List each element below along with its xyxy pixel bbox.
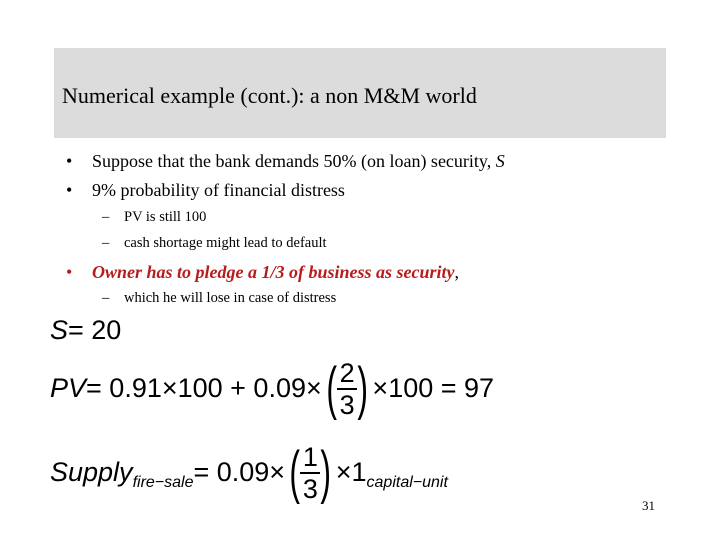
bullet-variable: S xyxy=(495,151,505,171)
right-paren: ) xyxy=(357,355,369,421)
bullet-pledge xyxy=(66,261,459,283)
equation-supply xyxy=(50,439,448,505)
eq-s-var: S xyxy=(50,315,69,345)
page-number: 31 xyxy=(642,498,655,513)
eq-s-rest: = 20 xyxy=(68,315,122,345)
left-paren: ( xyxy=(326,355,337,421)
equation-s xyxy=(50,315,121,346)
eq-pv-mid: = 0.91×100 + 0.09× xyxy=(86,373,322,404)
left-paren: ( xyxy=(289,439,301,505)
frac-numerator: 1 xyxy=(302,442,318,472)
bullet-trail: , xyxy=(454,262,460,282)
sub-bullet-marker: – xyxy=(102,235,110,251)
eq-pv-rhs: ×100 = 97 xyxy=(372,373,495,404)
bullet-text-emphasis: Owner has to pledge a 1/3 of business as security xyxy=(92,262,455,282)
eq-supply-lhs-sub: fire−sale xyxy=(132,473,194,491)
bullet-marker: • xyxy=(66,262,73,282)
frac-numerator: 2 xyxy=(339,358,355,388)
sub-bullet-pv xyxy=(102,208,206,226)
eq-pv-lhs: PV xyxy=(50,373,87,404)
sub-bullet-text: PV is still 100 xyxy=(124,209,207,225)
sub-bullet-lose xyxy=(102,289,336,307)
fraction-two-thirds xyxy=(337,358,357,420)
bullet-text: 9% probability of financial distress xyxy=(92,180,345,200)
bullet-security xyxy=(66,150,505,172)
slide-title: Numerical example (cont.): a non M&M world xyxy=(62,83,477,108)
sub-bullet-marker: – xyxy=(102,290,110,306)
fraction-one-third xyxy=(300,442,320,504)
frac-denominator: 3 xyxy=(302,473,318,504)
sub-bullet-text: which he will lose in case of distress xyxy=(124,290,337,306)
bullet-marker: • xyxy=(66,151,73,171)
eq-supply-rhs-sub: capital−unit xyxy=(366,473,448,491)
eq-supply-rhs: ×1 xyxy=(335,457,367,488)
sub-bullet-cash xyxy=(102,234,327,252)
eq-supply-lhs: Supply xyxy=(50,457,133,488)
sub-bullet-marker: – xyxy=(102,209,110,225)
frac-denominator: 3 xyxy=(339,389,355,420)
equation-pv xyxy=(50,355,495,421)
bullet-text: Suppose that the bank demands 50% (on loan) security, xyxy=(92,151,496,171)
bullet-distress xyxy=(66,179,345,201)
sub-bullet-text: cash shortage might lead to default xyxy=(124,235,327,251)
eq-supply-mid: = 0.09× xyxy=(193,457,286,488)
right-paren: ) xyxy=(320,439,332,505)
bullet-marker: • xyxy=(66,180,73,200)
